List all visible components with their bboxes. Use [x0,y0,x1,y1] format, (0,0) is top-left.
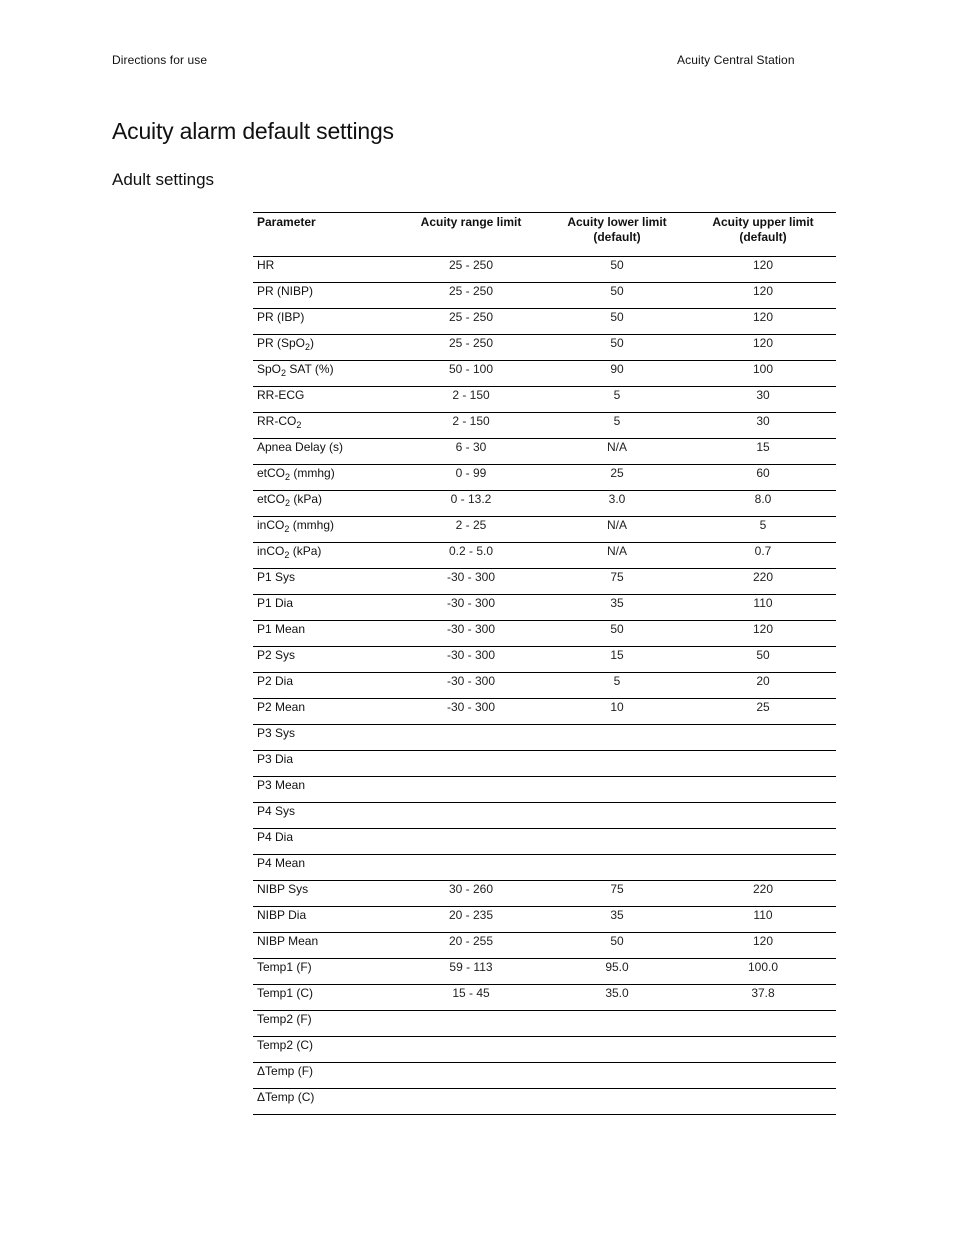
lower-limit-cell: 5 [544,413,690,439]
parameter-cell [253,1089,398,1115]
parameter-cell [253,1037,398,1063]
table-row [253,517,836,543]
parameter-name: Temp2 (F) [257,1012,312,1026]
parameter-subscript: 2 [305,342,311,352]
parameter-name: P2 Dia [257,674,294,688]
parameter-name: P4 Dia [257,830,294,844]
parameter-cell [253,335,398,361]
lower-limit-cell [544,1011,690,1037]
running-header-left: Directions for use [112,53,208,67]
parameter-name: NIBP Dia [257,908,307,922]
parameter-name: P1 Sys [257,570,296,584]
parameter-cell [253,673,398,699]
parameter-name: Temp2 (C) [257,1038,314,1052]
parameter-cell [253,387,398,413]
table-row [253,699,836,725]
upper-limit-cell: 120 [690,257,836,283]
table-row [253,543,836,569]
range-limit-cell: 0 - 13.2 [398,491,544,517]
parameter-suffix: (kPa) [290,492,323,506]
range-limit-cell: 59 - 113 [398,959,544,985]
range-limit-cell: -30 - 300 [398,699,544,725]
range-limit-cell: 25 - 250 [398,257,544,283]
parameter-subscript: 2 [285,472,291,482]
upper-limit-cell: 110 [690,907,836,933]
upper-limit-cell [690,1011,836,1037]
parameter-cell [253,309,398,335]
table-row [253,491,836,517]
upper-limit-cell: 120 [690,283,836,309]
upper-limit-cell: 5 [690,517,836,543]
range-limit-cell [398,829,544,855]
upper-limit-cell: 100.0 [690,959,836,985]
parameter-name: HR [257,258,275,272]
range-limit-cell: -30 - 300 [398,569,544,595]
upper-limit-cell: 220 [690,569,836,595]
lower-limit-cell: 25 [544,465,690,491]
table-row [253,959,836,985]
parameter-cell [253,465,398,491]
parameter-cell [253,777,398,803]
upper-limit-cell [690,777,836,803]
parameter-cell [253,907,398,933]
parameter-name: Temp1 (F) [257,960,312,974]
range-limit-cell: 15 - 45 [398,985,544,1011]
table-header-row [253,213,836,257]
parameter-cell [253,595,398,621]
parameter-name: P2 Sys [257,648,296,662]
parameter-name: Temp1 (C) [257,986,314,1000]
parameter-name: P4 Sys [257,804,296,818]
lower-limit-cell: 50 [544,283,690,309]
table-row [253,881,836,907]
parameter-cell [253,699,398,725]
parameter-name: PR (IBP) [257,310,305,324]
parameter-subscript: 2 [285,498,291,508]
lower-limit-cell: 50 [544,335,690,361]
range-limit-cell: -30 - 300 [398,595,544,621]
upper-limit-cell: 15 [690,439,836,465]
column-header-upper-limit: Acuity upper limit (default) [690,213,836,257]
lower-limit-cell: 10 [544,699,690,725]
parameter-cell [253,283,398,309]
range-limit-cell [398,751,544,777]
table-row [253,1063,836,1089]
lower-limit-cell [544,803,690,829]
table-row [253,1011,836,1037]
lower-limit-cell [544,777,690,803]
table-row [253,985,836,1011]
range-limit-cell: 2 - 25 [398,517,544,543]
range-limit-cell: 30 - 260 [398,881,544,907]
lower-limit-cell: 3.0 [544,491,690,517]
lower-limit-cell: N/A [544,439,690,465]
parameter-name: P1 Dia [257,596,294,610]
parameter-cell [253,751,398,777]
table-row [253,569,836,595]
column-header-lower-limit: Acuity lower limit (default) [544,213,690,257]
range-limit-cell: 25 - 250 [398,335,544,361]
range-limit-cell: 2 - 150 [398,387,544,413]
table-row [253,829,836,855]
upper-limit-cell: 120 [690,933,836,959]
table-row [253,647,836,673]
range-limit-cell: 2 - 150 [398,413,544,439]
parameter-name: SpO [257,362,282,376]
parameter-suffix: SAT (%) [286,362,334,376]
range-limit-cell: 0.2 - 5.0 [398,543,544,569]
upper-limit-cell: 8.0 [690,491,836,517]
parameter-cell [253,257,398,283]
lower-limit-cell: 50 [544,257,690,283]
upper-limit-cell: 120 [690,335,836,361]
parameter-cell [253,413,398,439]
lower-limit-cell [544,855,690,881]
table-row [253,725,836,751]
upper-limit-cell: 220 [690,881,836,907]
parameter-cell [253,933,398,959]
upper-limit-cell: 37.8 [690,985,836,1011]
upper-limit-cell: 50 [690,647,836,673]
parameter-name: ΔTemp (F) [257,1064,314,1078]
lower-limit-cell: N/A [544,543,690,569]
upper-limit-cell: 0.7 [690,543,836,569]
upper-limit-cell: 120 [690,621,836,647]
table-row [253,803,836,829]
parameter-name: RR-CO [257,414,297,428]
parameter-cell [253,517,398,543]
upper-limit-cell: 60 [690,465,836,491]
table-row [253,439,836,465]
parameter-name: NIBP Mean [257,934,319,948]
range-limit-cell [398,1063,544,1089]
parameter-name: P3 Dia [257,752,294,766]
range-limit-cell: -30 - 300 [398,621,544,647]
parameter-suffix: (kPa) [289,544,322,558]
range-limit-cell: 25 - 250 [398,283,544,309]
table-row [253,595,836,621]
parameter-subscript: 2 [284,550,290,560]
column-header-range-limit: Acuity range limit [398,213,544,257]
lower-limit-cell [544,725,690,751]
lower-limit-cell: 75 [544,881,690,907]
table-row [253,777,836,803]
parameter-name: PR (NIBP) [257,284,314,298]
parameter-name: etCO [257,492,286,506]
table-row [253,1089,836,1115]
lower-limit-cell [544,1089,690,1115]
parameter-cell [253,829,398,855]
table-row [253,621,836,647]
parameter-cell [253,361,398,387]
upper-limit-cell: 25 [690,699,836,725]
parameter-subscript: 2 [284,524,290,534]
parameter-cell [253,1011,398,1037]
table-row [253,361,836,387]
range-limit-cell: 0 - 99 [398,465,544,491]
range-limit-cell [398,1089,544,1115]
parameter-name: inCO [257,518,285,532]
table-row [253,413,836,439]
lower-limit-cell: 50 [544,621,690,647]
lower-limit-cell: 35.0 [544,985,690,1011]
table-row [253,387,836,413]
upper-limit-cell: 20 [690,673,836,699]
range-limit-cell: -30 - 300 [398,673,544,699]
lower-limit-cell: 95.0 [544,959,690,985]
parameter-name: NIBP Sys [257,882,309,896]
parameter-name: PR (SpO [257,336,306,350]
range-limit-cell [398,1011,544,1037]
lower-limit-cell [544,1037,690,1063]
table-row [253,1037,836,1063]
range-limit-cell: 20 - 235 [398,907,544,933]
section-title: Adult settings [112,170,215,189]
lower-limit-cell: 50 [544,933,690,959]
table-row [253,907,836,933]
table-row [253,465,836,491]
table-row [253,309,836,335]
parameter-name: etCO [257,466,286,480]
upper-limit-cell [690,1037,836,1063]
range-limit-cell [398,1037,544,1063]
parameter-name: P3 Sys [257,726,296,740]
parameter-cell [253,881,398,907]
table-row [253,257,836,283]
table-row [253,283,836,309]
lower-limit-cell: 90 [544,361,690,387]
lower-limit-cell: 50 [544,309,690,335]
upper-limit-cell [690,855,836,881]
parameter-cell [253,543,398,569]
parameter-cell [253,855,398,881]
upper-limit-cell [690,803,836,829]
parameter-name: inCO [257,544,285,558]
parameter-cell [253,803,398,829]
parameter-suffix: (mmhg) [290,466,335,480]
parameter-name: P3 Mean [257,778,306,792]
range-limit-cell [398,725,544,751]
range-limit-cell: 20 - 255 [398,933,544,959]
upper-limit-cell [690,1089,836,1115]
alarm-settings-table [253,212,836,1115]
table-row [253,335,836,361]
parameter-name: P1 Mean [257,622,306,636]
parameter-cell [253,569,398,595]
upper-limit-cell: 100 [690,361,836,387]
parameter-subscript: 2 [281,368,287,378]
upper-limit-cell [690,751,836,777]
range-limit-cell [398,855,544,881]
lower-limit-cell [544,1063,690,1089]
parameter-cell [253,621,398,647]
table-body [253,257,836,1115]
lower-limit-cell: 5 [544,387,690,413]
lower-limit-cell [544,829,690,855]
parameter-cell [253,985,398,1011]
range-limit-cell: -30 - 300 [398,647,544,673]
parameter-cell [253,959,398,985]
range-limit-cell [398,777,544,803]
parameter-name: Apnea Delay (s) [257,440,344,454]
parameter-name: P4 Mean [257,856,306,870]
lower-limit-cell: 35 [544,907,690,933]
range-limit-cell: 6 - 30 [398,439,544,465]
parameter-cell [253,725,398,751]
table-row [253,855,836,881]
upper-limit-cell [690,829,836,855]
parameter-cell [253,1063,398,1089]
upper-limit-cell: 30 [690,413,836,439]
range-limit-cell: 50 - 100 [398,361,544,387]
parameter-suffix: (mmhg) [289,518,335,532]
parameter-cell [253,647,398,673]
table-row [253,751,836,777]
parameter-name: P2 Mean [257,700,306,714]
upper-limit-cell: 120 [690,309,836,335]
parameter-cell [253,439,398,465]
parameter-name: ΔTemp (C) [257,1090,315,1104]
table-row [253,933,836,959]
range-limit-cell [398,803,544,829]
upper-limit-cell [690,725,836,751]
upper-limit-cell: 110 [690,595,836,621]
parameter-name: RR-ECG [257,388,305,402]
upper-limit-cell [690,1063,836,1089]
range-limit-cell: 25 - 250 [398,309,544,335]
running-header-right: Acuity Central Station [677,53,795,67]
table-row [253,673,836,699]
parameter-suffix: ) [310,336,315,350]
lower-limit-cell: 35 [544,595,690,621]
lower-limit-cell: 15 [544,647,690,673]
upper-limit-cell: 30 [690,387,836,413]
column-header-parameter: Parameter [253,213,398,257]
lower-limit-cell: 75 [544,569,690,595]
lower-limit-cell: N/A [544,517,690,543]
parameter-cell [253,491,398,517]
lower-limit-cell [544,751,690,777]
lower-limit-cell: 5 [544,673,690,699]
parameter-subscript: 2 [296,420,302,430]
page-title: Acuity alarm default settings [112,118,394,144]
